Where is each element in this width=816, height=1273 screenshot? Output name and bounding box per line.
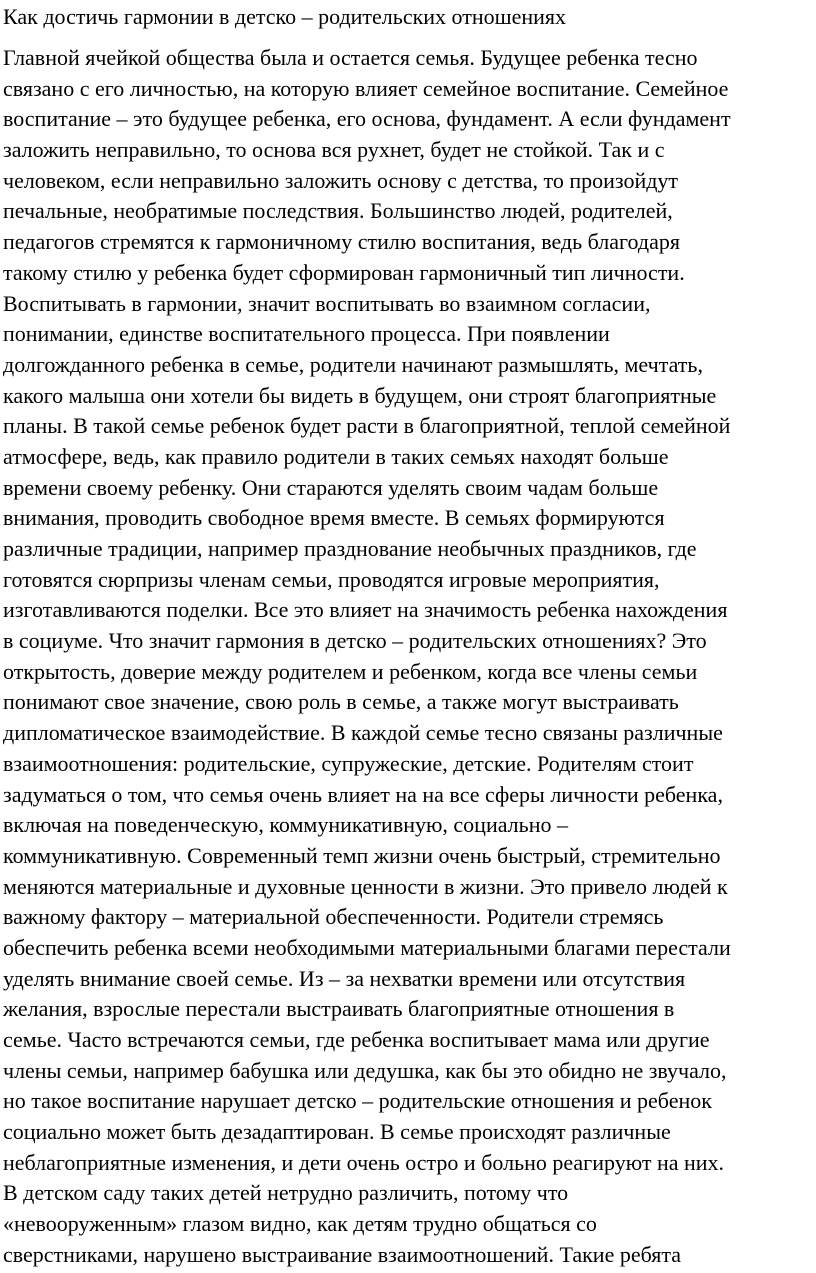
- text-line: воспитание – это будущее ребенка, его основа, фундамент. А если фундамент: [3, 106, 731, 132]
- text-line: понимании, единстве воспитательного процесса. При появлении: [3, 321, 610, 347]
- text-line: атмосфере, ведь, как правило родители в таких семьях находят больше: [3, 443, 669, 469]
- text-line: В детском саду таких детей нетрудно различить, потому что: [3, 1180, 569, 1206]
- text-line: задуматься о том, что семья очень влияет на на все сферы личности ребенка,: [3, 781, 723, 807]
- text-line: различные традиции, например празднование необычных праздников, где: [3, 536, 697, 561]
- text-line: неблагоприятные изменения, и дети очень остро и больно реагируют на них.: [3, 1149, 725, 1175]
- text-line: внимания, проводить свободное время вместе. В семьях формируются: [3, 505, 665, 531]
- document-title: Как достичь гармонии в детско – родительских отношениях: [3, 4, 567, 29]
- document-body: [3, 43, 815, 1271]
- text-line: Главной ячейкой общества была и остается семья. Будущее ребенка тесно: [3, 45, 698, 70]
- text-line: заложить неправильно, то основа вся рухнет, будет не стойкой. Так и с: [3, 137, 665, 163]
- text-line: обеспечить ребенка всеми необходимыми материальными благами перестали: [3, 934, 731, 960]
- text-line: сверстниками, нарушено выстраивание взаимоотношений. Такие ребята: [3, 1241, 682, 1267]
- text-line: включая на поведенческую, коммуникативную, социально –: [3, 812, 568, 838]
- text-line: желания, взрослые перестали выстраивать благоприятные отношения в: [3, 996, 675, 1022]
- text-line: печальные, необратимые последствия. Большинство людей, родителей,: [3, 198, 673, 224]
- text-line: изготавливаются поделки. Все это влияет на значимость ребенка нахождения: [3, 597, 728, 623]
- text-line: взаимоотношения: родительские, супружеские, детские. Родителям стоит: [3, 750, 694, 776]
- text-line: меняются материальные и духовные ценности в жизни. Это привело людей к: [3, 873, 728, 899]
- text-line: понимают свое значение, свою роль в семье, а также могут выстраивать: [3, 689, 679, 715]
- text-line: дипломатическое взаимодействие. В каждой семье тесно связаны различные: [3, 720, 723, 746]
- text-line: социально может быть дезадаптирован. В семье происходят различные: [3, 1119, 671, 1145]
- text-line: какого малыша они хотели бы видеть в будущем, они строят благоприятные: [3, 382, 717, 408]
- text-line: в социуме. Что значит гармония в детско – родительских отношениях? Это: [3, 628, 707, 654]
- text-line: времени своему ребенку. Они стараются уделять своим чадам больше: [3, 474, 659, 500]
- text-line: коммуникативную. Современный темп жизни очень быстрый, стремительно: [3, 842, 721, 868]
- text-line: педагогов стремятся к гармоничному стилю воспитания, ведь благодаря: [3, 229, 680, 255]
- text-line: уделять внимание своей семье. Из – за нехватки времени или отсутствия: [3, 965, 686, 991]
- text-line: открытость, доверие между родителем и ребенком, когда все члены семьи: [3, 658, 698, 684]
- text-line: важному фактору – материальной обеспеченности. Родители стремясь: [3, 904, 664, 930]
- text-line: связано с его личностью, на которую влияет семейное воспитание. Семейное: [3, 75, 729, 101]
- text-line: планы. В такой семье ребенок будет расти в благоприятной, теплой семейной: [3, 413, 731, 439]
- text-line: долгожданного ребенка в семье, родители начинают размышлять, мечтать,: [3, 351, 703, 377]
- text-line: «невооруженным» глазом видно, как детям трудно общаться со: [3, 1211, 597, 1237]
- text-line: семье. Часто встречаются семьи, где ребенка воспитывает мама или другие: [3, 1027, 710, 1052]
- text-line: члены семьи, например бабушка или дедушка, как бы это обидно не звучало,: [3, 1057, 727, 1083]
- text-line: такому стилю у ребенка будет сформирован гармоничный тип личности.: [3, 259, 685, 285]
- text-line: Воспитывать в гармонии, значит воспитывать во взаимном согласии,: [3, 290, 651, 316]
- text-line: готовятся сюрпризы членам семьи, проводятся игровые мероприятия,: [3, 566, 660, 592]
- text-line: но такое воспитание нарушает детско – родительские отношения и ребенок: [3, 1088, 712, 1114]
- text-line: человеком, если неправильно заложить основу с детства, то произойдут: [3, 167, 679, 193]
